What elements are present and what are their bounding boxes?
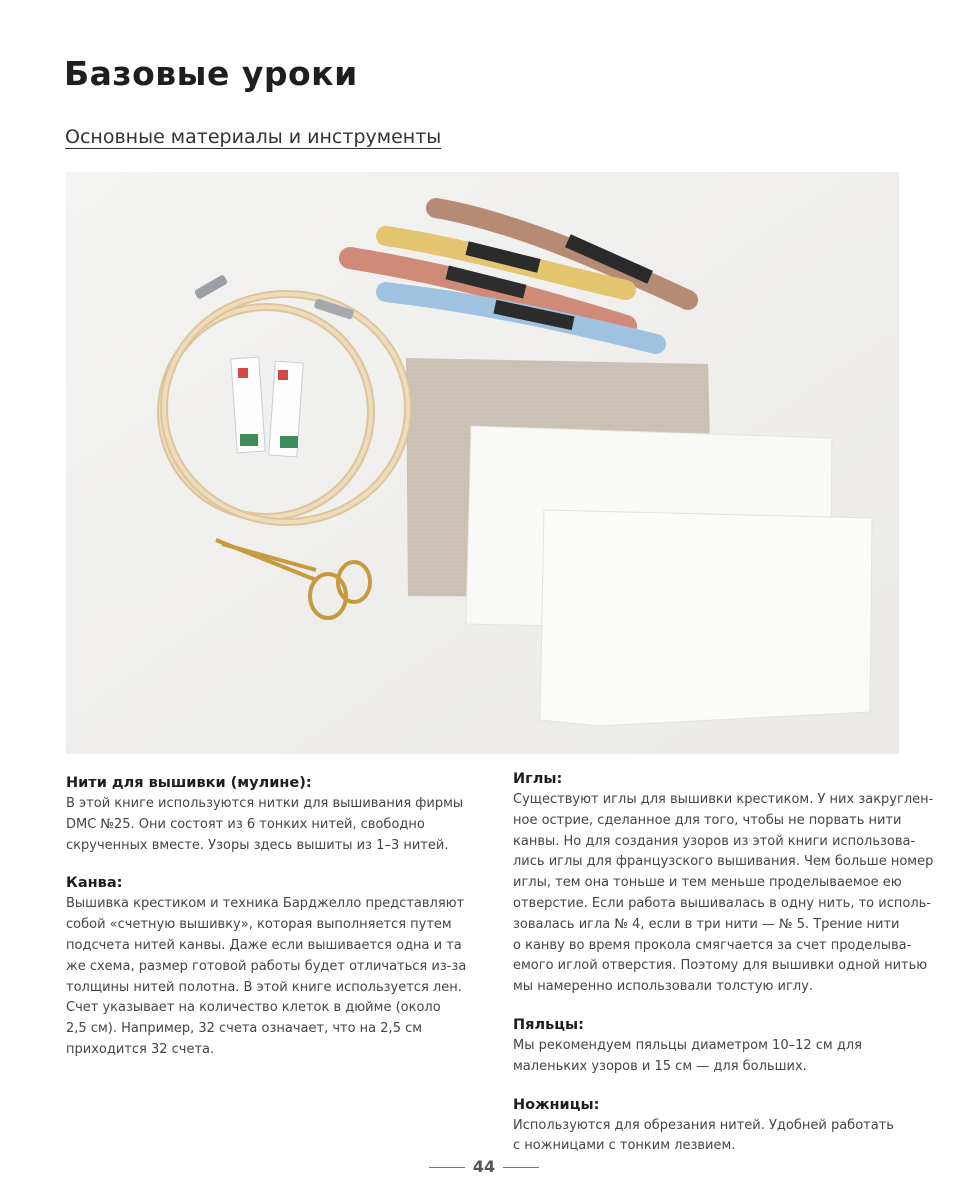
text-line: В этой книге используются нитки для вышивания фирмы bbox=[66, 796, 464, 811]
text-line: Существуют иглы для вышивки крестиком. У них закруглен- bbox=[513, 792, 934, 807]
page-number bbox=[0, 1157, 968, 1176]
text-line: мы намеренно использовали толстую иглу. bbox=[513, 979, 813, 995]
left-column bbox=[66, 772, 466, 1077]
text-line: Вышивка крестиком и техника Барджелло представляют bbox=[66, 896, 465, 912]
text-line: с ножницами с тонким лезвием. bbox=[513, 1138, 736, 1154]
scissors-text bbox=[513, 1116, 913, 1158]
threads-section bbox=[66, 772, 466, 856]
text-line: 2,5 см). Например, 32 счета означает, что на 2,5 см bbox=[66, 1021, 423, 1037]
text-line: маленьких узоров и 15 см — для больших. bbox=[513, 1058, 807, 1074]
scissors-section bbox=[513, 1094, 913, 1158]
text-line: собой «счетную вышивку», которая выполняется путем bbox=[66, 917, 452, 933]
text-line: приходится 32 счета. bbox=[66, 1041, 215, 1057]
text-line: подсчета нитей канвы. Даже если вышивается одна и та bbox=[66, 937, 462, 953]
text-line: Счет указывает на количество клеток в дюйме (около bbox=[66, 1000, 441, 1016]
page-number-rule-right bbox=[503, 1167, 539, 1168]
text-line: Мы рекомендуем пяльцы диаметром 10–12 см для bbox=[513, 1037, 862, 1053]
text-line: емого иглой отверстия. Поэтому для вышивки одной нитью bbox=[513, 958, 928, 974]
needles-section bbox=[513, 768, 934, 998]
page-number-value: 44 bbox=[472, 1157, 496, 1176]
needles-text bbox=[513, 790, 934, 998]
text-line: Используются для обрезания нитей. Удобней работать bbox=[513, 1117, 894, 1133]
text-line: толщины нитей полотна. В этой книге используется лен. bbox=[66, 979, 462, 995]
text-line: зовалась игла № 4, если в три нити — № 5. Трение нити bbox=[513, 916, 900, 932]
text-line: ное острие, сделанное для того, чтобы не порвать нити bbox=[513, 812, 902, 828]
text-line: о канву во время прокола смягчается за счет проделыва- bbox=[513, 937, 912, 953]
text-line: иглы, тем она тоньше и тем меньше проделываемое ею bbox=[513, 875, 902, 891]
text-line: DMC №25. Они состоят из 6 тонких нитей, свободно bbox=[66, 816, 425, 832]
canvas-section bbox=[66, 872, 466, 1060]
white-canvas-small bbox=[540, 510, 872, 726]
hoops-heading: Пяльцы: bbox=[513, 1016, 584, 1033]
materials-photo bbox=[66, 172, 899, 754]
text-line: канвы. Но для создания узоров из этой книги использова- bbox=[513, 833, 916, 849]
threads-heading: Нити для вышивки (мулине): bbox=[66, 775, 312, 791]
text-line: же схема, размер готовой работы будет отличаться из-за bbox=[66, 958, 467, 974]
page-title: Базовые уроки bbox=[64, 54, 358, 93]
text-line: отверстие. Если работа вышивалась в одну нить, то исполь- bbox=[513, 895, 931, 911]
threads-text bbox=[66, 794, 466, 856]
hoops-section bbox=[513, 1014, 913, 1078]
canvas-heading: Канва: bbox=[66, 875, 123, 892]
hoops-text bbox=[513, 1036, 913, 1078]
right-column bbox=[513, 768, 934, 1173]
section-subtitle: Основные материалы и инструменты bbox=[65, 126, 442, 148]
text-line: скрученных вместе. Узоры здесь вышиты из 1–3 нитей. bbox=[66, 837, 449, 853]
needles-heading: Иглы: bbox=[513, 771, 563, 787]
scissors-heading: Ножницы: bbox=[513, 1096, 600, 1113]
text-line: лись иглы для французского вышивания. Чем больше номер bbox=[513, 854, 934, 870]
page-number-rule-left bbox=[429, 1167, 465, 1168]
canvas-text bbox=[66, 894, 466, 1060]
